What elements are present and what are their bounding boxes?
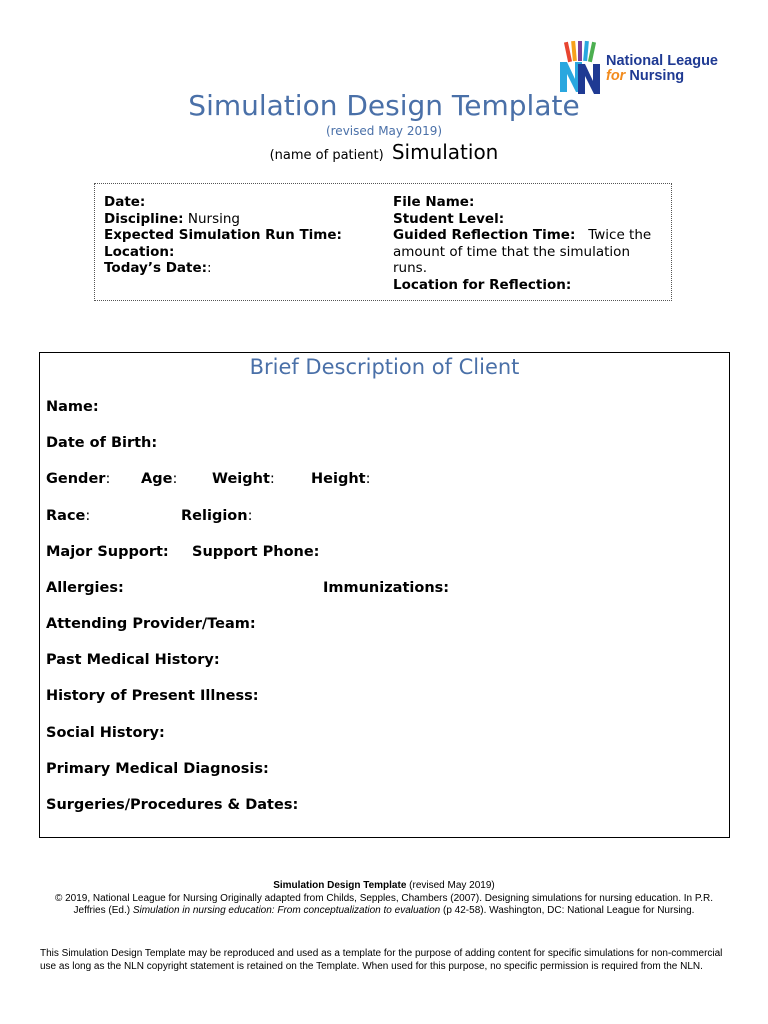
allergies-field: Allergies: bbox=[46, 580, 124, 596]
location-reflection-label: Location for Reflection: bbox=[393, 276, 572, 293]
race-field bbox=[46, 508, 90, 524]
patient-name-label: (name of patient) bbox=[269, 148, 384, 163]
location-label: Location: bbox=[104, 243, 175, 260]
footer-title-line bbox=[40, 880, 728, 893]
copyright-book-title: Simulation in nursing education: From conceptualization to evaluation bbox=[132, 905, 441, 916]
discipline-label: Discipline: bbox=[104, 210, 184, 227]
footer-title-rest: (revised May 2019) bbox=[409, 880, 495, 891]
logo-title-line: National League bbox=[606, 53, 718, 69]
age-field bbox=[141, 471, 177, 487]
race-label: Race bbox=[46, 508, 86, 524]
todays-date-label: Today’s Date: bbox=[104, 260, 208, 277]
student-level-label: Student Level: bbox=[393, 210, 505, 227]
file-name-label: File Name: bbox=[393, 194, 475, 210]
discipline-row bbox=[104, 211, 389, 228]
guided-reflection-row bbox=[393, 227, 665, 277]
dob-field: Date of Birth: bbox=[46, 435, 158, 451]
simulation-info-box bbox=[94, 183, 672, 301]
run-time-label: Expected Simulation Run Time: bbox=[104, 227, 342, 244]
present-illness-field: History of Present Illness: bbox=[46, 688, 259, 704]
immunizations-field: Immunizations: bbox=[323, 580, 450, 596]
client-description-box bbox=[39, 352, 730, 838]
weight-colon: : bbox=[269, 471, 275, 487]
revised-date: (revised May 2019) bbox=[325, 124, 443, 138]
guided-reflection-value: Twice the amount of time that the simulation runs. bbox=[393, 227, 652, 277]
simulation-word: Simulation bbox=[391, 140, 499, 164]
copyright-text-b: (p 42-58). Washington, DC: National League for Nursing. bbox=[443, 905, 695, 916]
logo-nursing-text: Nursing bbox=[629, 68, 685, 84]
info-left-column bbox=[104, 194, 389, 277]
age-colon: : bbox=[172, 471, 178, 487]
todays-date-value: : bbox=[207, 260, 212, 277]
logo-for-text: for bbox=[606, 68, 626, 84]
footer-citation bbox=[40, 880, 728, 918]
primary-diagnosis-field: Primary Medical Diagnosis: bbox=[46, 761, 269, 777]
gender-label: Gender bbox=[46, 471, 106, 487]
attending-provider-field: Attending Provider/Team: bbox=[46, 616, 256, 632]
race-colon: : bbox=[85, 508, 91, 524]
past-medical-history-field: Past Medical History: bbox=[46, 652, 220, 668]
guided-reflection-label: Guided Reflection Time: bbox=[393, 227, 576, 244]
gender-colon: : bbox=[105, 471, 111, 487]
patient-line bbox=[0, 140, 768, 164]
weight-field bbox=[212, 471, 275, 487]
client-section-title: Brief Description of Client bbox=[249, 355, 520, 379]
major-support-field: Major Support: bbox=[46, 544, 169, 560]
support-phone-field: Support Phone: bbox=[192, 544, 320, 560]
weight-label: Weight bbox=[212, 471, 270, 487]
height-field bbox=[311, 471, 370, 487]
height-colon: : bbox=[365, 471, 371, 487]
social-history-field: Social History: bbox=[46, 725, 165, 741]
name-field: Name: bbox=[46, 399, 99, 415]
gender-field bbox=[46, 471, 110, 487]
footer-copyright bbox=[40, 893, 728, 918]
copyright-text-a: © 2019, National League for Nursing Originally adapted from Childs, Sepples, Chambers (2007). Designing simulations for nursing education. In P.R. Jeffries (Ed.) bbox=[54, 892, 714, 916]
page-title: Simulation Design Template bbox=[188, 89, 580, 122]
religion-field bbox=[181, 508, 252, 524]
religion-colon: : bbox=[247, 508, 253, 524]
date-label: Date: bbox=[104, 194, 146, 210]
surgeries-field: Surgeries/Procedures & Dates: bbox=[46, 797, 299, 813]
info-right-column bbox=[393, 194, 665, 294]
todays-date-row bbox=[104, 260, 389, 277]
footer-title-bold: Simulation Design Template bbox=[273, 880, 407, 891]
religion-label: Religion bbox=[181, 508, 248, 524]
height-label: Height bbox=[311, 471, 366, 487]
footer-permission: This Simulation Design Template may be reproduced and used as a template for the purpose of adding content for specific simulations for non-commercial use as long as the NLN copyright statement is retained on the Template. When used for this purpose, no specific permission is required from the NLN. bbox=[40, 948, 723, 972]
discipline-value: Nursing bbox=[187, 210, 241, 227]
age-label: Age bbox=[141, 471, 173, 487]
